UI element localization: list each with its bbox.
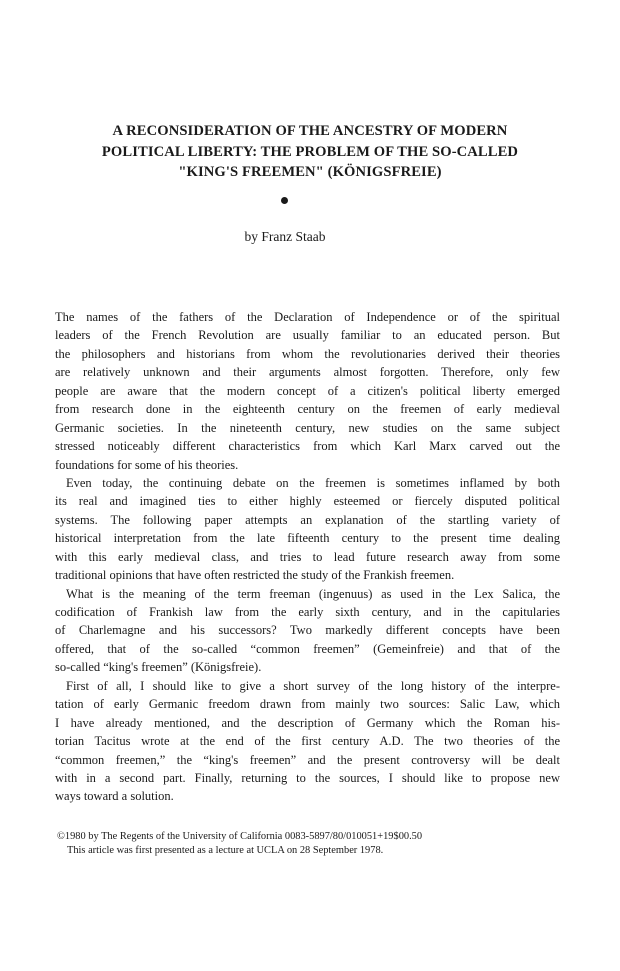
body-line: its real and imagined ties to either highly esteemed or fiercely disputed political: [55, 494, 560, 509]
author-byline: by Franz Staab: [244, 229, 326, 244]
body-line: offered, that of the so-called “common freemen” (Gemeinfreie) and that of the: [55, 641, 560, 656]
body-line: I have already mentioned, and the description of Germany which the Roman his-: [55, 715, 560, 730]
body-line: systems. The following paper attempts an explanation of the startling variety of: [55, 512, 560, 527]
body-line: Even today, the continuing debate on the freemen is sometimes inflamed by both: [66, 475, 560, 490]
body-line: traditional opinions that have often restricted the study of the Frankish freemen.: [55, 568, 455, 583]
body-line: are relatively unknown and their arguments almost forgotten. Therefore, only few: [55, 365, 560, 380]
body-line: “common freemen,” the “king's freemen” and the present controversy will be dealt: [55, 752, 560, 767]
title-line-2: POLITICAL LIBERTY: THE PROBLEM OF THE SO-CALLED: [101, 143, 519, 160]
footnote: [57, 830, 567, 858]
body-line: with in a second part. Finally, returning to the sources, I should like to propose new: [55, 770, 560, 785]
article-body: [55, 308, 560, 806]
body-line: so-called “king's freemen” (Königsfreie).: [55, 660, 262, 675]
body-line: torian Tacitus wrote at the end of the first century A.D. The two theories of the: [55, 734, 560, 749]
copyright-line: ©1980 by The Regents of the University of California 0083-5897/80/010051+19$00.50: [57, 831, 423, 842]
body-line: from research done in the eighteenth century on the freemen of early medieval: [55, 402, 560, 417]
body-line: tation of early Germanic freedom drawn from mainly two sources: Salic Law, which: [55, 697, 560, 712]
body-line: the philosophers and historians from whom the revolutionaries derived their theories: [55, 346, 560, 361]
body-line: First of all, I should like to give a short survey of the long history of the interpre-: [66, 678, 560, 693]
body-line: What is the meaning of the term freeman (ingenuus) as used in the Lex Salica, the: [66, 586, 560, 601]
body-line: of Charlemagne and his successors? Two markedly different concepts have been: [55, 623, 560, 638]
bullet-ornament: [281, 197, 288, 204]
body-line: stressed noticeably different characteristics from which Karl Marx carved out the: [55, 439, 560, 454]
body-line: people are aware that the modern concept of a citizen's political liberty emerged: [55, 383, 560, 398]
lecture-note: This article was first presented as a lecture at UCLA on 28 September 1978.: [67, 845, 384, 856]
body-line: Germanic societies. In the nineteenth century, new studies on the same subject: [55, 420, 560, 435]
body-line: The names of the fathers of the Declaration of Independence or of the spiritual: [55, 310, 560, 324]
body-line: with this early medieval class, and tries to lead future research away from some: [55, 549, 560, 564]
body-line: foundations for some of his theories.: [55, 457, 239, 472]
body-line: historical interpretation from the late fifteenth century to the present time dealing: [55, 531, 560, 546]
title-line-3: "KING'S FREEMEN" (KÖNIGSFREIE): [178, 164, 442, 180]
article-title: [56, 121, 564, 183]
title-line-1: A RECONSIDERATION OF THE ANCESTRY OF MODERN: [112, 123, 508, 139]
body-line: codification of Frankish law from the early sixth century, and in the capitularies: [55, 605, 560, 619]
body-line: ways toward a solution.: [55, 789, 174, 804]
body-line: leaders of the French Revolution are usually familiar to an educated person. But: [55, 328, 560, 343]
